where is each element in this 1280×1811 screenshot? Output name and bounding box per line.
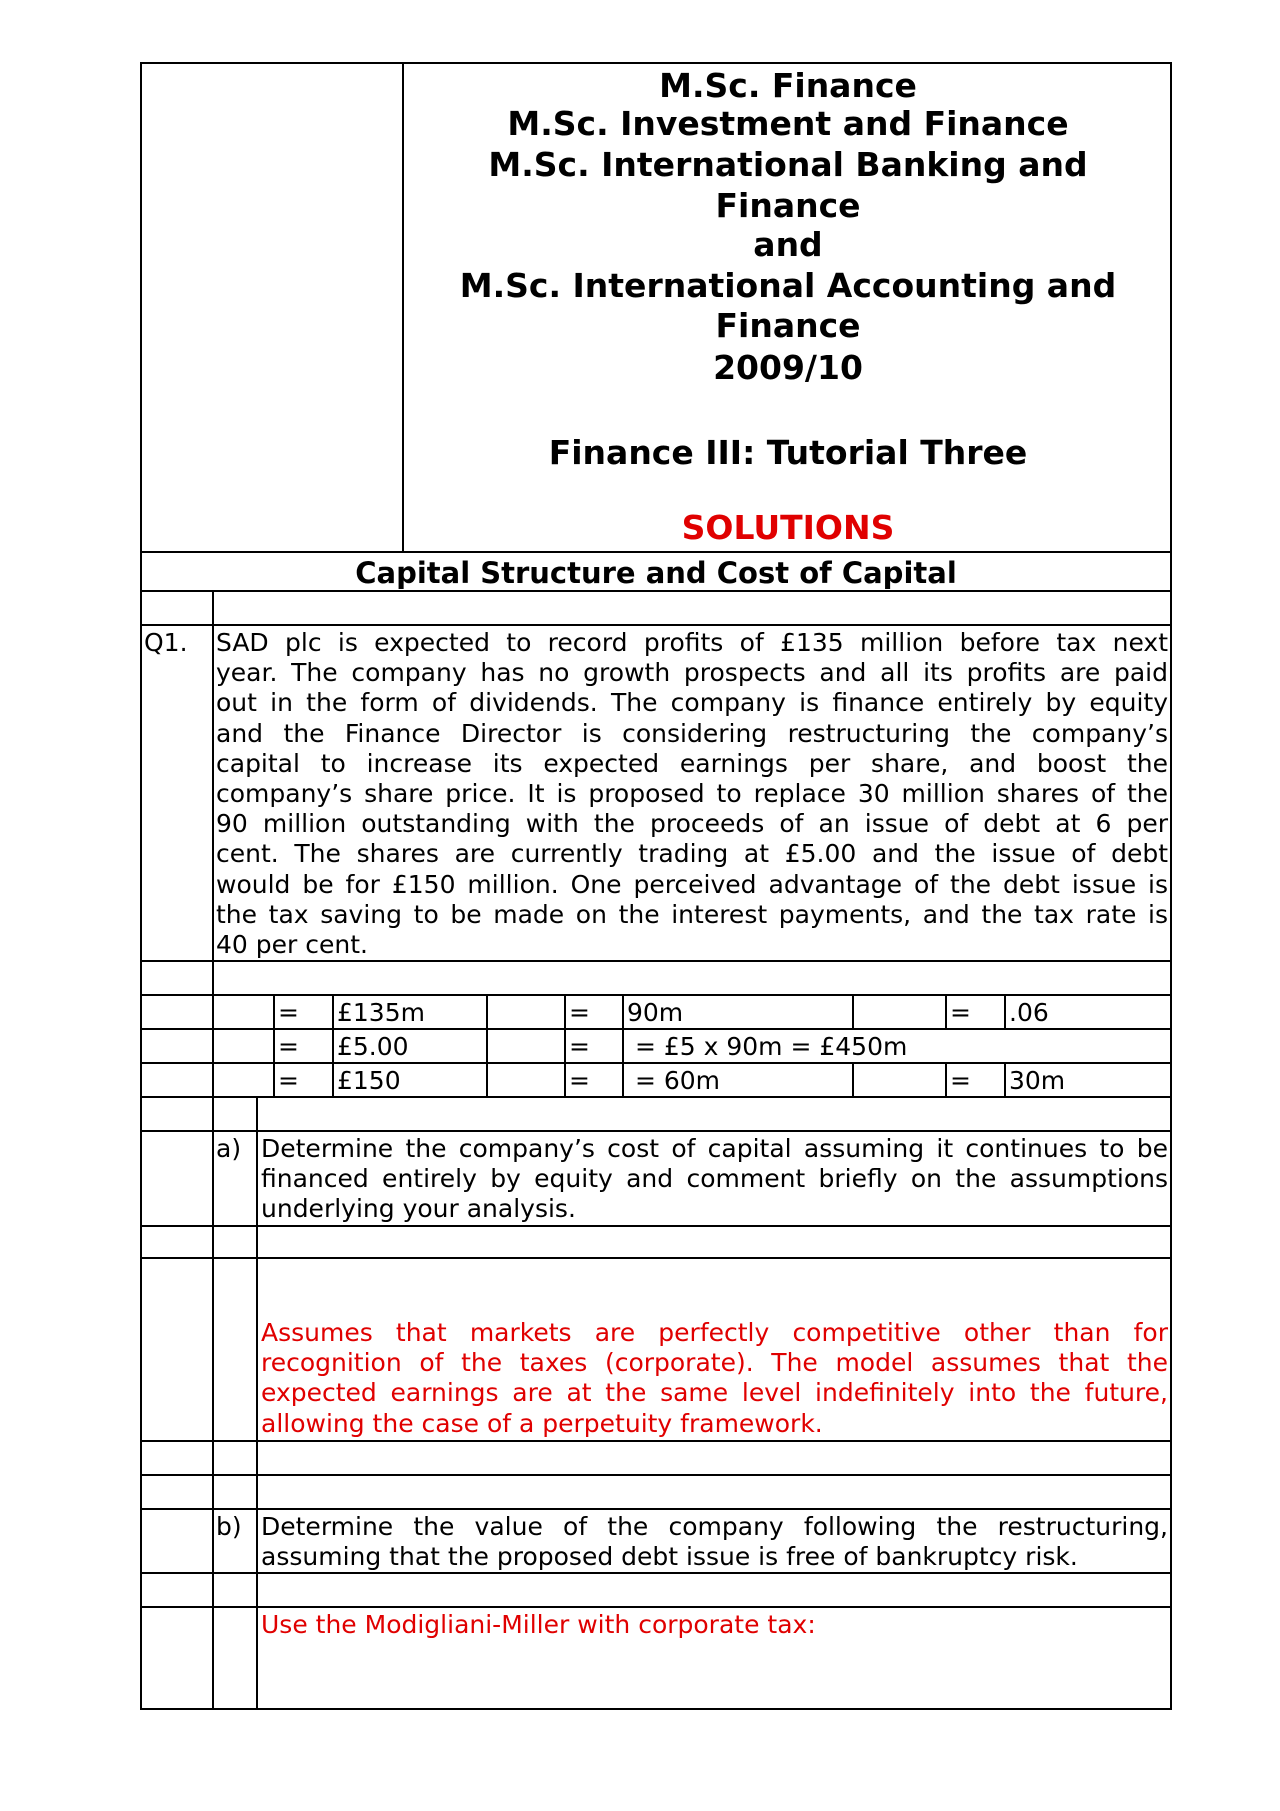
rule: [140, 1028, 1172, 1030]
grid-line: [945, 995, 947, 1029]
rule: [140, 1130, 1172, 1132]
programme-title: M.Sc. International Banking and: [488, 145, 1088, 184]
answer-line: Assumes that markets are perfectly competitive other than for: [261, 1318, 1168, 1347]
solutions-label: SOLUTIONS: [681, 508, 895, 547]
question-line: Determine the value of the company following the restructuring,: [261, 1512, 1168, 1541]
part-a-question: [261, 1134, 1168, 1225]
programme-title: Finance: [715, 306, 861, 345]
debt-value: £150: [337, 1066, 401, 1095]
programme-title: M.Sc. Finance: [659, 66, 917, 105]
grid-line: [945, 1063, 947, 1097]
question-line: the tax saving to be made on the interest payments, and the tax rate is: [216, 899, 1168, 929]
programme-title: M.Sc. International Accounting and: [459, 266, 1117, 305]
equals-sign: =: [278, 1066, 299, 1095]
question-line: capital to increase its expected earnings per share, and boost the: [216, 748, 1168, 778]
answer-line: recognition of the taxes (corporate). The model assumes that the: [261, 1348, 1168, 1378]
rule: [140, 1440, 1172, 1442]
rule: [140, 1572, 1172, 1574]
question-text: [216, 628, 1168, 960]
rule: [140, 1508, 1172, 1510]
grid-line: [486, 995, 488, 1097]
answer-line: expected earnings are at the same level indefinitely into the future,: [261, 1378, 1168, 1408]
interest-rate-value: .06: [1009, 998, 1049, 1027]
question-line: company’s share price. It is proposed to replace 30 million shares of the: [216, 779, 1168, 809]
section-title: Capital Structure and Cost of Capital: [355, 556, 957, 590]
equals-sign: =: [569, 1066, 590, 1095]
programme-title: Finance: [715, 186, 861, 225]
profit-value: £135m: [337, 998, 425, 1027]
rule: [140, 1062, 1172, 1064]
equals-sign: =: [950, 1066, 971, 1095]
part-b-question: [261, 1512, 1168, 1572]
question-line: Determine the company’s cost of capital assuming it continues to be: [261, 1134, 1168, 1163]
equals-sign: =: [569, 1032, 590, 1061]
question-line: out in the form of dividends. The company is finance entirely by equity: [216, 688, 1168, 718]
rule: [140, 624, 1172, 626]
question-line: and the Finance Director is considering restructuring the company’s: [216, 718, 1168, 748]
question-line: year. The company has no growth prospects and all its profits are paid: [216, 658, 1168, 688]
question-line: 40 per cent.: [216, 930, 368, 960]
grid-line: [1004, 995, 1006, 1029]
rule: [140, 1096, 1172, 1098]
question-line: 90 million outstanding with the proceeds of an issue of debt at 6 per: [216, 809, 1168, 839]
answer-line: allowing the case of a perpetuity framework.: [261, 1408, 823, 1438]
rule: [140, 551, 1172, 553]
question-line: would be for £150 million. One perceived advantage of the debt issue is: [216, 869, 1168, 899]
share-price-value: £5.00: [337, 1032, 409, 1061]
rule: [140, 994, 1172, 996]
question-line: underlying your analysis.: [261, 1194, 576, 1224]
repurchased-shares-value: 30m: [1009, 1066, 1066, 1095]
question-line: cent. The shares are currently trading at £5.00 and the issue of debt: [216, 839, 1168, 869]
grid-line: [852, 995, 854, 1029]
question-line: financed entirely by equity and comment briefly on the assumptions: [261, 1164, 1168, 1194]
grid-line: [332, 995, 334, 1097]
equals-sign: =: [950, 998, 971, 1027]
grid-line: [564, 995, 566, 1097]
grid-line: [852, 1063, 854, 1097]
rule: [140, 590, 1172, 592]
rule: [140, 1606, 1172, 1608]
equals-sign: =: [569, 998, 590, 1027]
grid-line: [273, 995, 275, 1097]
rule: [140, 1257, 1172, 1259]
question-number: Q1.: [144, 628, 188, 657]
programme-title: and: [753, 225, 823, 264]
equals-sign: =: [278, 998, 299, 1027]
grid-line: [1004, 1063, 1006, 1097]
part-b-label: b): [216, 1512, 242, 1541]
column-divider: [212, 591, 214, 1710]
programme-title: M.Sc. Investment and Finance: [507, 104, 1069, 143]
equity-value: = £5 x 90m = £450m: [627, 1032, 908, 1061]
part-a-label: a): [216, 1134, 242, 1163]
shares-value: 90m: [627, 998, 684, 1027]
rule: [140, 1474, 1172, 1476]
part-b-answer: Use the Modigliani-Miller with corporate tax:: [261, 1610, 816, 1639]
rule: [140, 960, 1172, 962]
tutorial-title: Finance III: Tutorial Three: [548, 433, 1028, 472]
column-divider: [256, 1097, 258, 1710]
question-line: assuming that the proposed debt issue is free of bankruptcy risk.: [261, 1542, 1078, 1572]
part-a-answer: [261, 1318, 1168, 1439]
question-line: SAD plc is expected to record profits of £135 million before tax next: [216, 628, 1168, 657]
rule: [140, 1225, 1172, 1227]
academic-year: 2009/10: [713, 348, 863, 387]
equals-sign: =: [278, 1032, 299, 1061]
remaining-shares-value: = 60m: [627, 1066, 721, 1095]
grid-line: [622, 995, 624, 1097]
